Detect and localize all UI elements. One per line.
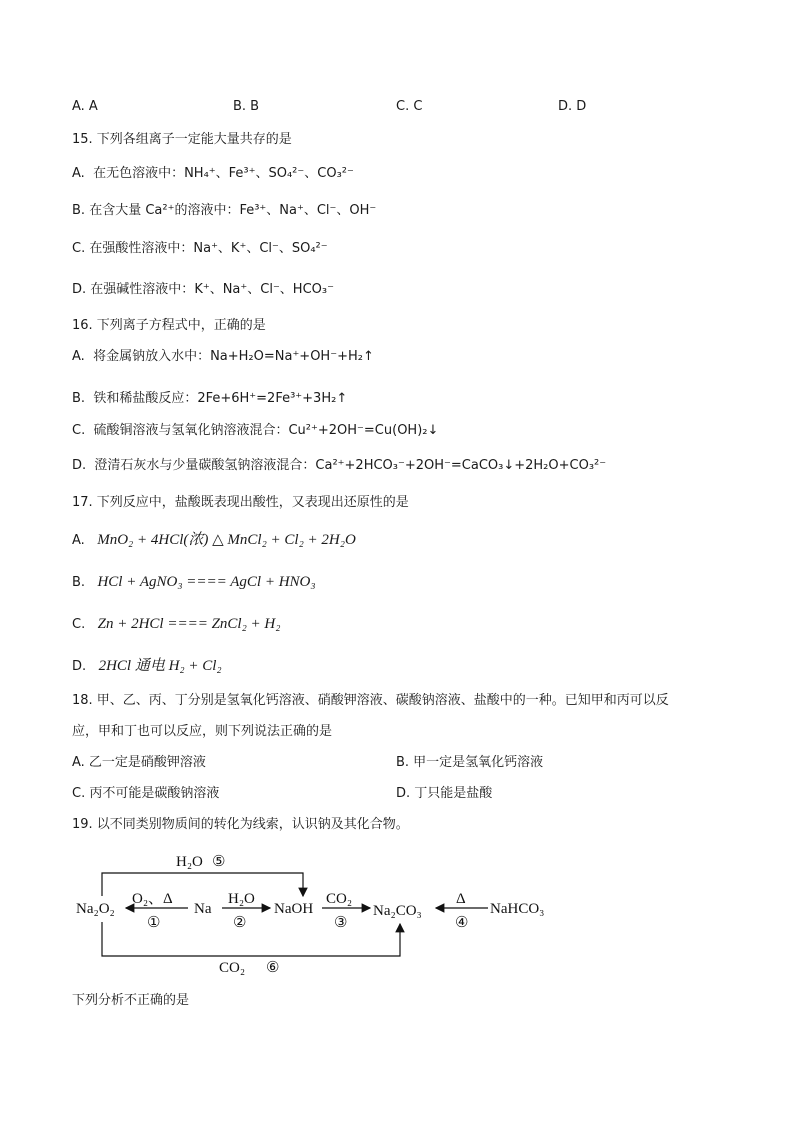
q15-stem: 15. 下列各组离子一定能大量共存的是	[72, 132, 292, 147]
q16-option-c: C. 硫酸铜溶液与氢氧化钠溶液混合：Cu²⁺+2OH⁻=Cu(OH)₂↓	[72, 423, 439, 438]
q15-option-a: A. 在无色溶液中：NH₄⁺、Fe³⁺、SO₄²⁻、CO₃²⁻	[72, 166, 354, 181]
q16-option-b: B. 铁和稀盐酸反应：2Fe+6H⁺=2Fe³⁺+3H₂↑	[72, 391, 348, 406]
node-na: Na	[194, 901, 212, 917]
q17-option-a: A. MnO₂ + 4HCl(浓) △ MnCl₂ + Cl₂ + 2H₂O	[72, 532, 356, 548]
q17-d-equation: 2HCl 通电 H₂ + Cl₂	[98, 658, 222, 674]
q17-stem: 17. 下列反应中，盐酸既表现出酸性，又表现出还原性的是	[72, 495, 409, 510]
edge6-reagent: CO₂	[219, 960, 246, 976]
q18-stem-line1: 18. 甲、乙、丙、丁分别是氢氧化钙溶液、硝酸钾溶液、碳酸钠溶液、盐酸中的一种。已知甲和丙可以反	[72, 693, 669, 708]
node-na2o2: Na₂O₂	[76, 901, 115, 917]
q14-option-c: C. C	[396, 99, 423, 114]
q16-option-a: A. 将金属钠放入水中：Na+H₂O=Na⁺+OH⁻+H₂↑	[72, 349, 374, 364]
q18-option-d: D. 丁只能是盐酸	[396, 786, 493, 801]
q19-after-text: 下列分析不正确的是	[72, 993, 190, 1008]
q17-option-d: D. 2HCl 通电 H₂ + Cl₂	[72, 658, 222, 674]
edge5-num: ⑤	[212, 854, 226, 870]
q15-option-d: D. 在强碱性溶液中：K⁺、Na⁺、Cl⁻、HCO₃⁻	[72, 282, 334, 297]
q19-stem: 19. 以不同类别物质间的转化为线索，认识钠及其化合物。	[72, 817, 409, 832]
q14-option-a: A. A	[72, 99, 98, 114]
edge4-reagent: Δ	[456, 891, 466, 907]
q18-option-a: A. 乙一定是硝酸钾溶液	[72, 755, 206, 770]
q18-option-c: C. 丙不可能是碳酸钠溶液	[72, 786, 220, 801]
edge5-reagent: H₂O	[176, 854, 203, 870]
q18-option-b: B. 甲一定是氢氧化钙溶液	[396, 755, 544, 770]
edge2-num: ②	[233, 915, 247, 931]
q17-c-equation: Zn + 2HCl ==== ZnCl₂ + H₂	[97, 616, 281, 632]
q14-option-b: B. B	[233, 99, 260, 114]
edge2-reagent: H₂O	[228, 891, 255, 907]
q15-a-ions: NH₄⁺、Fe³⁺、SO₄²⁻、CO₃²⁻	[184, 166, 354, 181]
q15-d-ions: K⁺、Na⁺、Cl⁻、HCO₃⁻	[194, 282, 334, 297]
q17-option-b: B. HCl + AgNO₃ ==== AgCl + HNO₃	[72, 574, 316, 590]
q17-a-equation: MnO₂ + 4HCl(浓) △ MnCl₂ + Cl₂ + 2H₂O	[97, 532, 356, 548]
q17-option-c: C. Zn + 2HCl ==== ZnCl₂ + H₂	[72, 616, 281, 632]
q15-b-ions: Fe³⁺、Na⁺、Cl⁻、OH⁻	[239, 203, 377, 218]
edge3-reagent: CO₂	[326, 891, 353, 907]
q18-stem-line2: 应，甲和丁也可以反应，则下列说法正确的是	[72, 724, 333, 739]
edge1-reagent: O₂、Δ	[132, 891, 173, 907]
q16-stem: 16. 下列离子方程式中，正确的是	[72, 318, 266, 333]
edge1-num: ①	[147, 915, 161, 931]
q15-option-c: C. 在强酸性溶液中：Na⁺、K⁺、Cl⁻、SO₄²⁻	[72, 241, 328, 256]
q17-b-equation: HCl + AgNO₃ ==== AgCl + HNO₃	[97, 574, 316, 590]
q15-option-b: B. 在含大量 Ca²⁺的溶液中：Fe³⁺、Na⁺、Cl⁻、OH⁻	[72, 203, 377, 218]
edge4-num: ④	[455, 915, 469, 931]
node-nahco3: NaHCO₃	[490, 901, 545, 917]
q16-option-d: D. 澄清石灰水与少量碳酸氢钠溶液混合：Ca²⁺+2HCO₃⁻+2OH⁻=CaCO₃↓+2H₂O+CO₃²⁻	[72, 458, 607, 473]
edge3-num: ③	[334, 915, 348, 931]
edge6-num: ⑥	[266, 960, 280, 976]
q14-option-d: D. D	[558, 99, 587, 114]
q15-c-ions: Na⁺、K⁺、Cl⁻、SO₄²⁻	[193, 241, 328, 256]
node-na2co3: Na₂CO₃	[373, 903, 422, 919]
node-naoh: NaOH	[274, 901, 314, 917]
